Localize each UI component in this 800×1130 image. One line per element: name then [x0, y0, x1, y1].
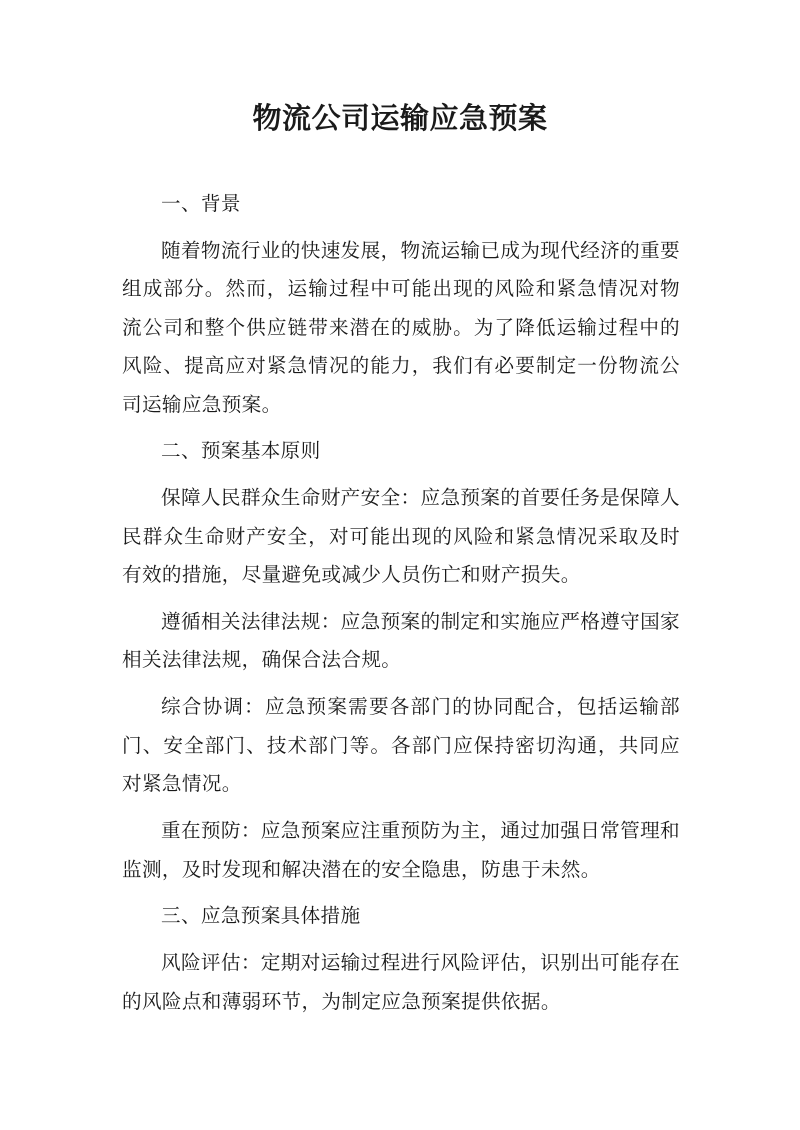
section-heading-principles: 二、预案基本原则 — [161, 439, 321, 463]
paragraph-coordination: 综合协调：应急预案需要各部门的协同配合，包括运输部门、安全部门、技术部门等。各部门应保持密切沟通，共同应对紧急情况。 — [122, 695, 680, 796]
paragraph-laws: 遵循相关法律法规：应急预案的制定和实施应严格遵守国家相关法律法规，确保合法合规。 — [122, 610, 680, 672]
paragraph-background: 随着物流行业的快速发展，物流运输已成为现代经济的重要组成部分。然而，运输过程中可能出现的风险和紧急情况对物流公司和整个供应链带来潜在的威胁。为了降低运输过程中的风险、提高应对紧急情况的能力，我们有必要制定一份物流公司运输应急预案。 — [122, 238, 680, 416]
document-title: 物流公司运输应急预案 — [252, 101, 548, 135]
section-heading-measures: 三、应急预案具体措施 — [161, 904, 361, 928]
document-body — [122, 185, 680, 1030]
paragraph-risk-assessment: 风险评估：定期对运输过程进行风险评估，识别出可能存在的风险点和薄弱环节，为制定应急预案提供依据。 — [122, 951, 680, 1013]
paragraph-safety: 保障人民群众生命财产安全：应急预案的首要任务是保障人民群众生命财产安全，对可能出现的风险和紧急情况采取及时有效的措施，尽量避免或减少人员伤亡和财产损失。 — [122, 486, 680, 587]
section-heading-background: 一、背景 — [161, 192, 241, 215]
paragraph-prevention: 重在预防：应急预案应注重预防为主，通过加强日常管理和监测，及时发现和解决潜在的安全隐患，防患于未然。 — [122, 819, 680, 881]
